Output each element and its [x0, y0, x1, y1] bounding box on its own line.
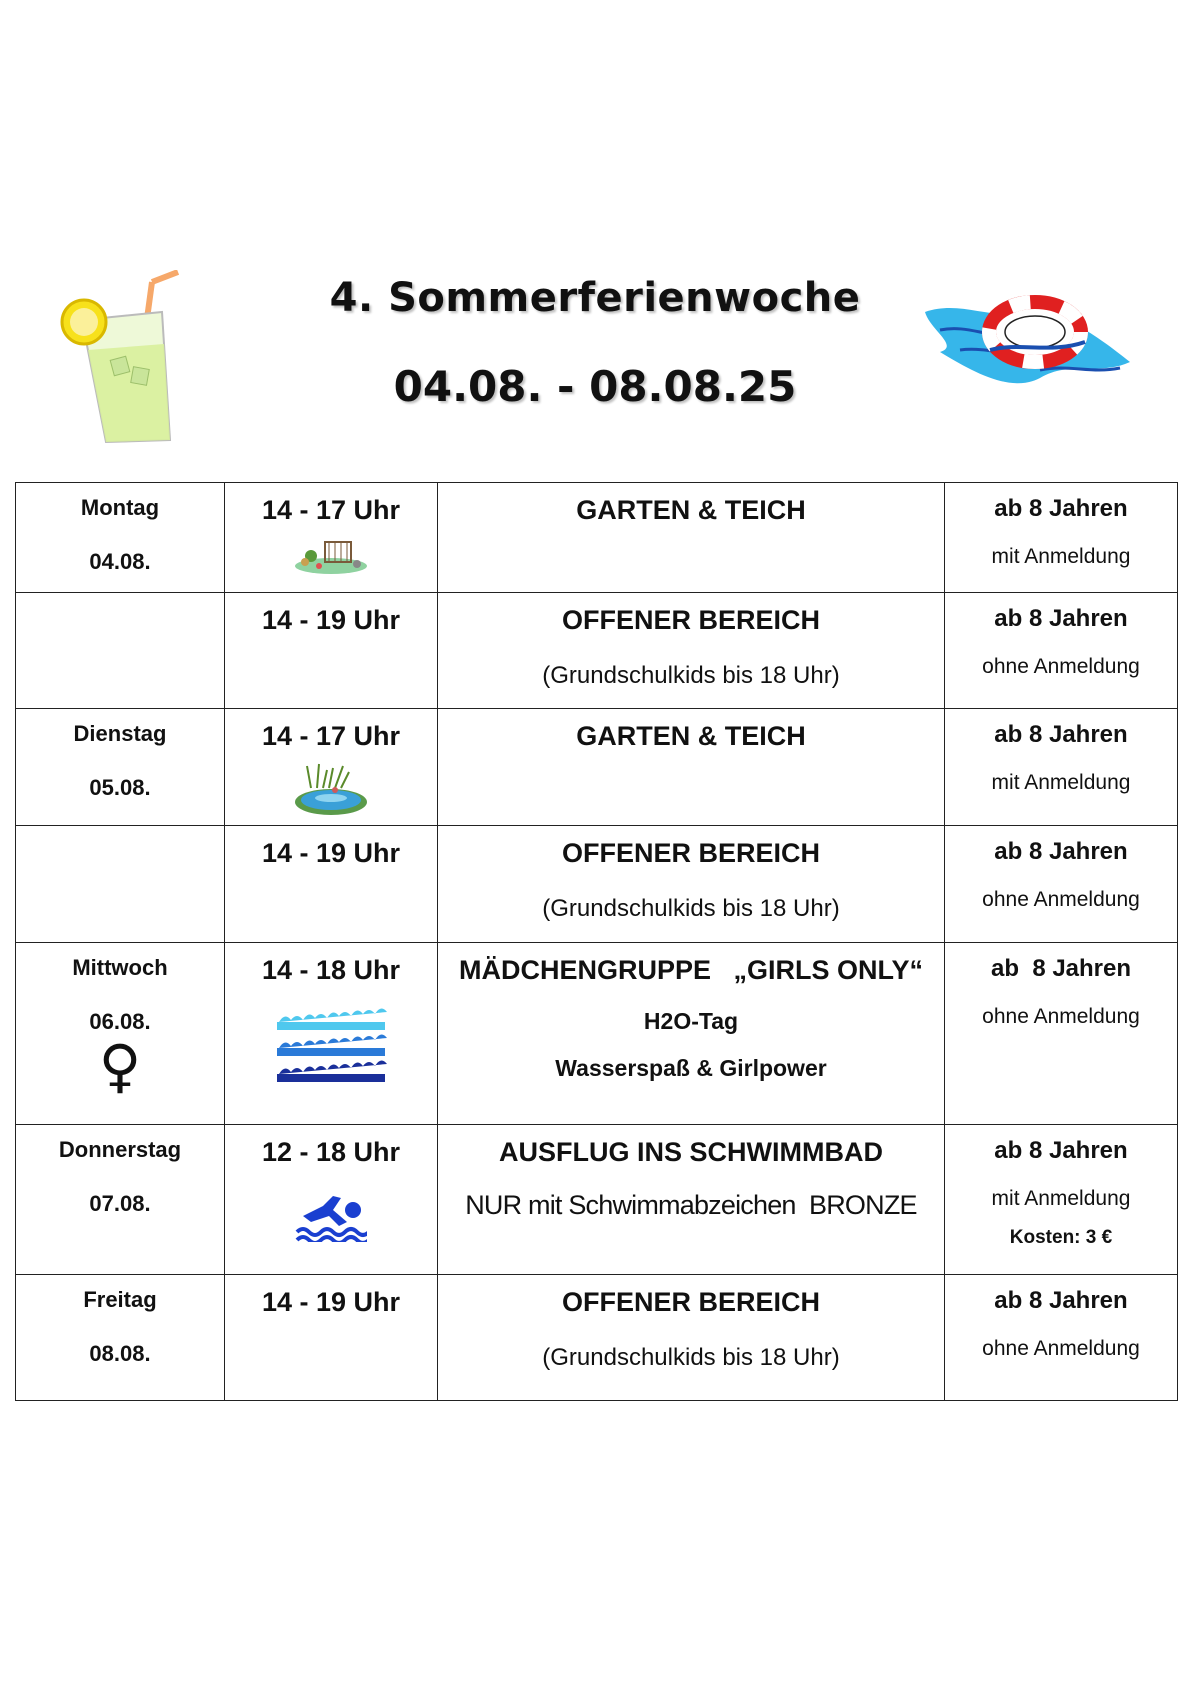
info-cell	[945, 1275, 1178, 1401]
age-info: ab 8 Jahren	[994, 1137, 1128, 1164]
time-cell	[225, 943, 438, 1125]
day-date: 04.08.	[89, 549, 151, 574]
program-line-3: Wasserspaß & Girlpower	[555, 1055, 827, 1081]
info-cell	[945, 483, 1178, 593]
time-cell	[225, 483, 438, 593]
day-date: 06.08.	[89, 1009, 151, 1034]
table-row	[16, 1125, 1178, 1275]
age-info: ab 8 Jahren	[994, 838, 1128, 865]
swimmer-icon	[295, 1186, 367, 1242]
registration-info: mit Anmeldung	[991, 545, 1131, 568]
page-title: 4. Sommerferienwoche	[329, 275, 861, 321]
program-cell	[438, 709, 945, 826]
cost-info: Kosten: 3 €	[1009, 1227, 1113, 1248]
program-subtitle: (Grundschulkids bis 18 Uhr)	[542, 895, 840, 922]
program-cell	[438, 1275, 945, 1401]
table-row	[16, 593, 1178, 709]
program-title: GARTEN & TEICH	[576, 721, 806, 751]
day-name: Donnerstag	[58, 1137, 182, 1162]
registration-info: ohne Anmeldung	[982, 888, 1140, 911]
page-header	[0, 0, 1190, 470]
age-info: ab 8 Jahren	[994, 605, 1128, 632]
registration-info: ohne Anmeldung	[982, 1337, 1140, 1360]
age-info: ab 8 Jahren	[994, 721, 1128, 748]
registration-info: mit Anmeldung	[991, 771, 1131, 794]
program-title: OFFENER BEREICH	[561, 605, 821, 635]
time-range: 14 - 18 Uhr	[261, 955, 401, 985]
program-cell	[438, 943, 945, 1125]
info-cell	[945, 826, 1178, 943]
day-name: Freitag	[83, 1287, 157, 1312]
table-row	[16, 483, 1178, 593]
female-symbol-icon: ♀	[98, 1032, 142, 1100]
day-cell	[16, 709, 225, 826]
program-title: AUSFLUG INS SCHWIMMBAD	[499, 1137, 883, 1167]
time-range: 14 - 19 Uhr	[261, 838, 401, 868]
program-title: OFFENER BEREICH	[561, 838, 821, 868]
info-cell	[945, 943, 1178, 1125]
program-cell	[438, 1125, 945, 1275]
date-range: 04.08. - 08.08.25	[393, 362, 797, 411]
day-cell	[16, 1275, 225, 1401]
time-range: 14 - 19 Uhr	[261, 605, 401, 635]
program-cell	[438, 593, 945, 709]
info-cell	[945, 1125, 1178, 1275]
program-cell	[438, 483, 945, 593]
info-cell	[945, 709, 1178, 826]
table-row	[16, 826, 1178, 943]
time-range: 14 - 19 Uhr	[261, 1287, 401, 1317]
program-title: MÄDCHENGRUPPE „GIRLS ONLY“	[458, 955, 924, 985]
day-cell	[16, 826, 225, 943]
day-name: Mittwoch	[72, 955, 168, 980]
time-cell	[225, 1275, 438, 1401]
day-cell	[16, 483, 225, 593]
day-name: Dienstag	[73, 721, 167, 746]
registration-info: mit Anmeldung	[991, 1187, 1131, 1210]
program-title: GARTEN & TEICH	[576, 495, 806, 525]
life-ring-icon	[920, 290, 1140, 410]
time-range: 12 - 18 Uhr	[261, 1137, 401, 1167]
garden-icon	[291, 534, 371, 576]
table-row	[16, 943, 1178, 1125]
time-range: 14 - 17 Uhr	[261, 721, 401, 751]
schedule-table	[15, 482, 1178, 1401]
time-cell	[225, 826, 438, 943]
registration-info: ohne Anmeldung	[982, 1005, 1140, 1028]
table-row	[16, 1275, 1178, 1401]
waves-icon	[275, 1008, 387, 1088]
program-title: OFFENER BEREICH	[561, 1287, 821, 1317]
time-cell	[225, 1125, 438, 1275]
table-row	[16, 709, 1178, 826]
day-cell	[16, 1125, 225, 1275]
age-info: ab 8 Jahren	[990, 955, 1132, 982]
age-info: ab 8 Jahren	[994, 1287, 1128, 1314]
program-subtitle: (Grundschulkids bis 18 Uhr)	[542, 662, 840, 689]
day-cell	[16, 943, 225, 1125]
program-subtitle: NUR mit Schwimmabzeichen BRONZE	[465, 1190, 917, 1220]
info-cell	[945, 593, 1178, 709]
program-subtitle: (Grundschulkids bis 18 Uhr)	[542, 1344, 840, 1371]
time-cell	[225, 593, 438, 709]
registration-info: ohne Anmeldung	[982, 655, 1140, 678]
day-name: Montag	[80, 495, 160, 520]
time-range: 14 - 17 Uhr	[261, 495, 401, 525]
day-cell	[16, 593, 225, 709]
program-cell	[438, 826, 945, 943]
pond-icon	[291, 760, 371, 818]
day-date: 08.08.	[89, 1341, 151, 1366]
day-date: 07.08.	[89, 1191, 151, 1216]
age-info: ab 8 Jahren	[994, 495, 1128, 522]
day-date: 05.08.	[89, 775, 151, 800]
program-line-2: H2O-Tag	[643, 1008, 739, 1034]
time-cell	[225, 709, 438, 826]
